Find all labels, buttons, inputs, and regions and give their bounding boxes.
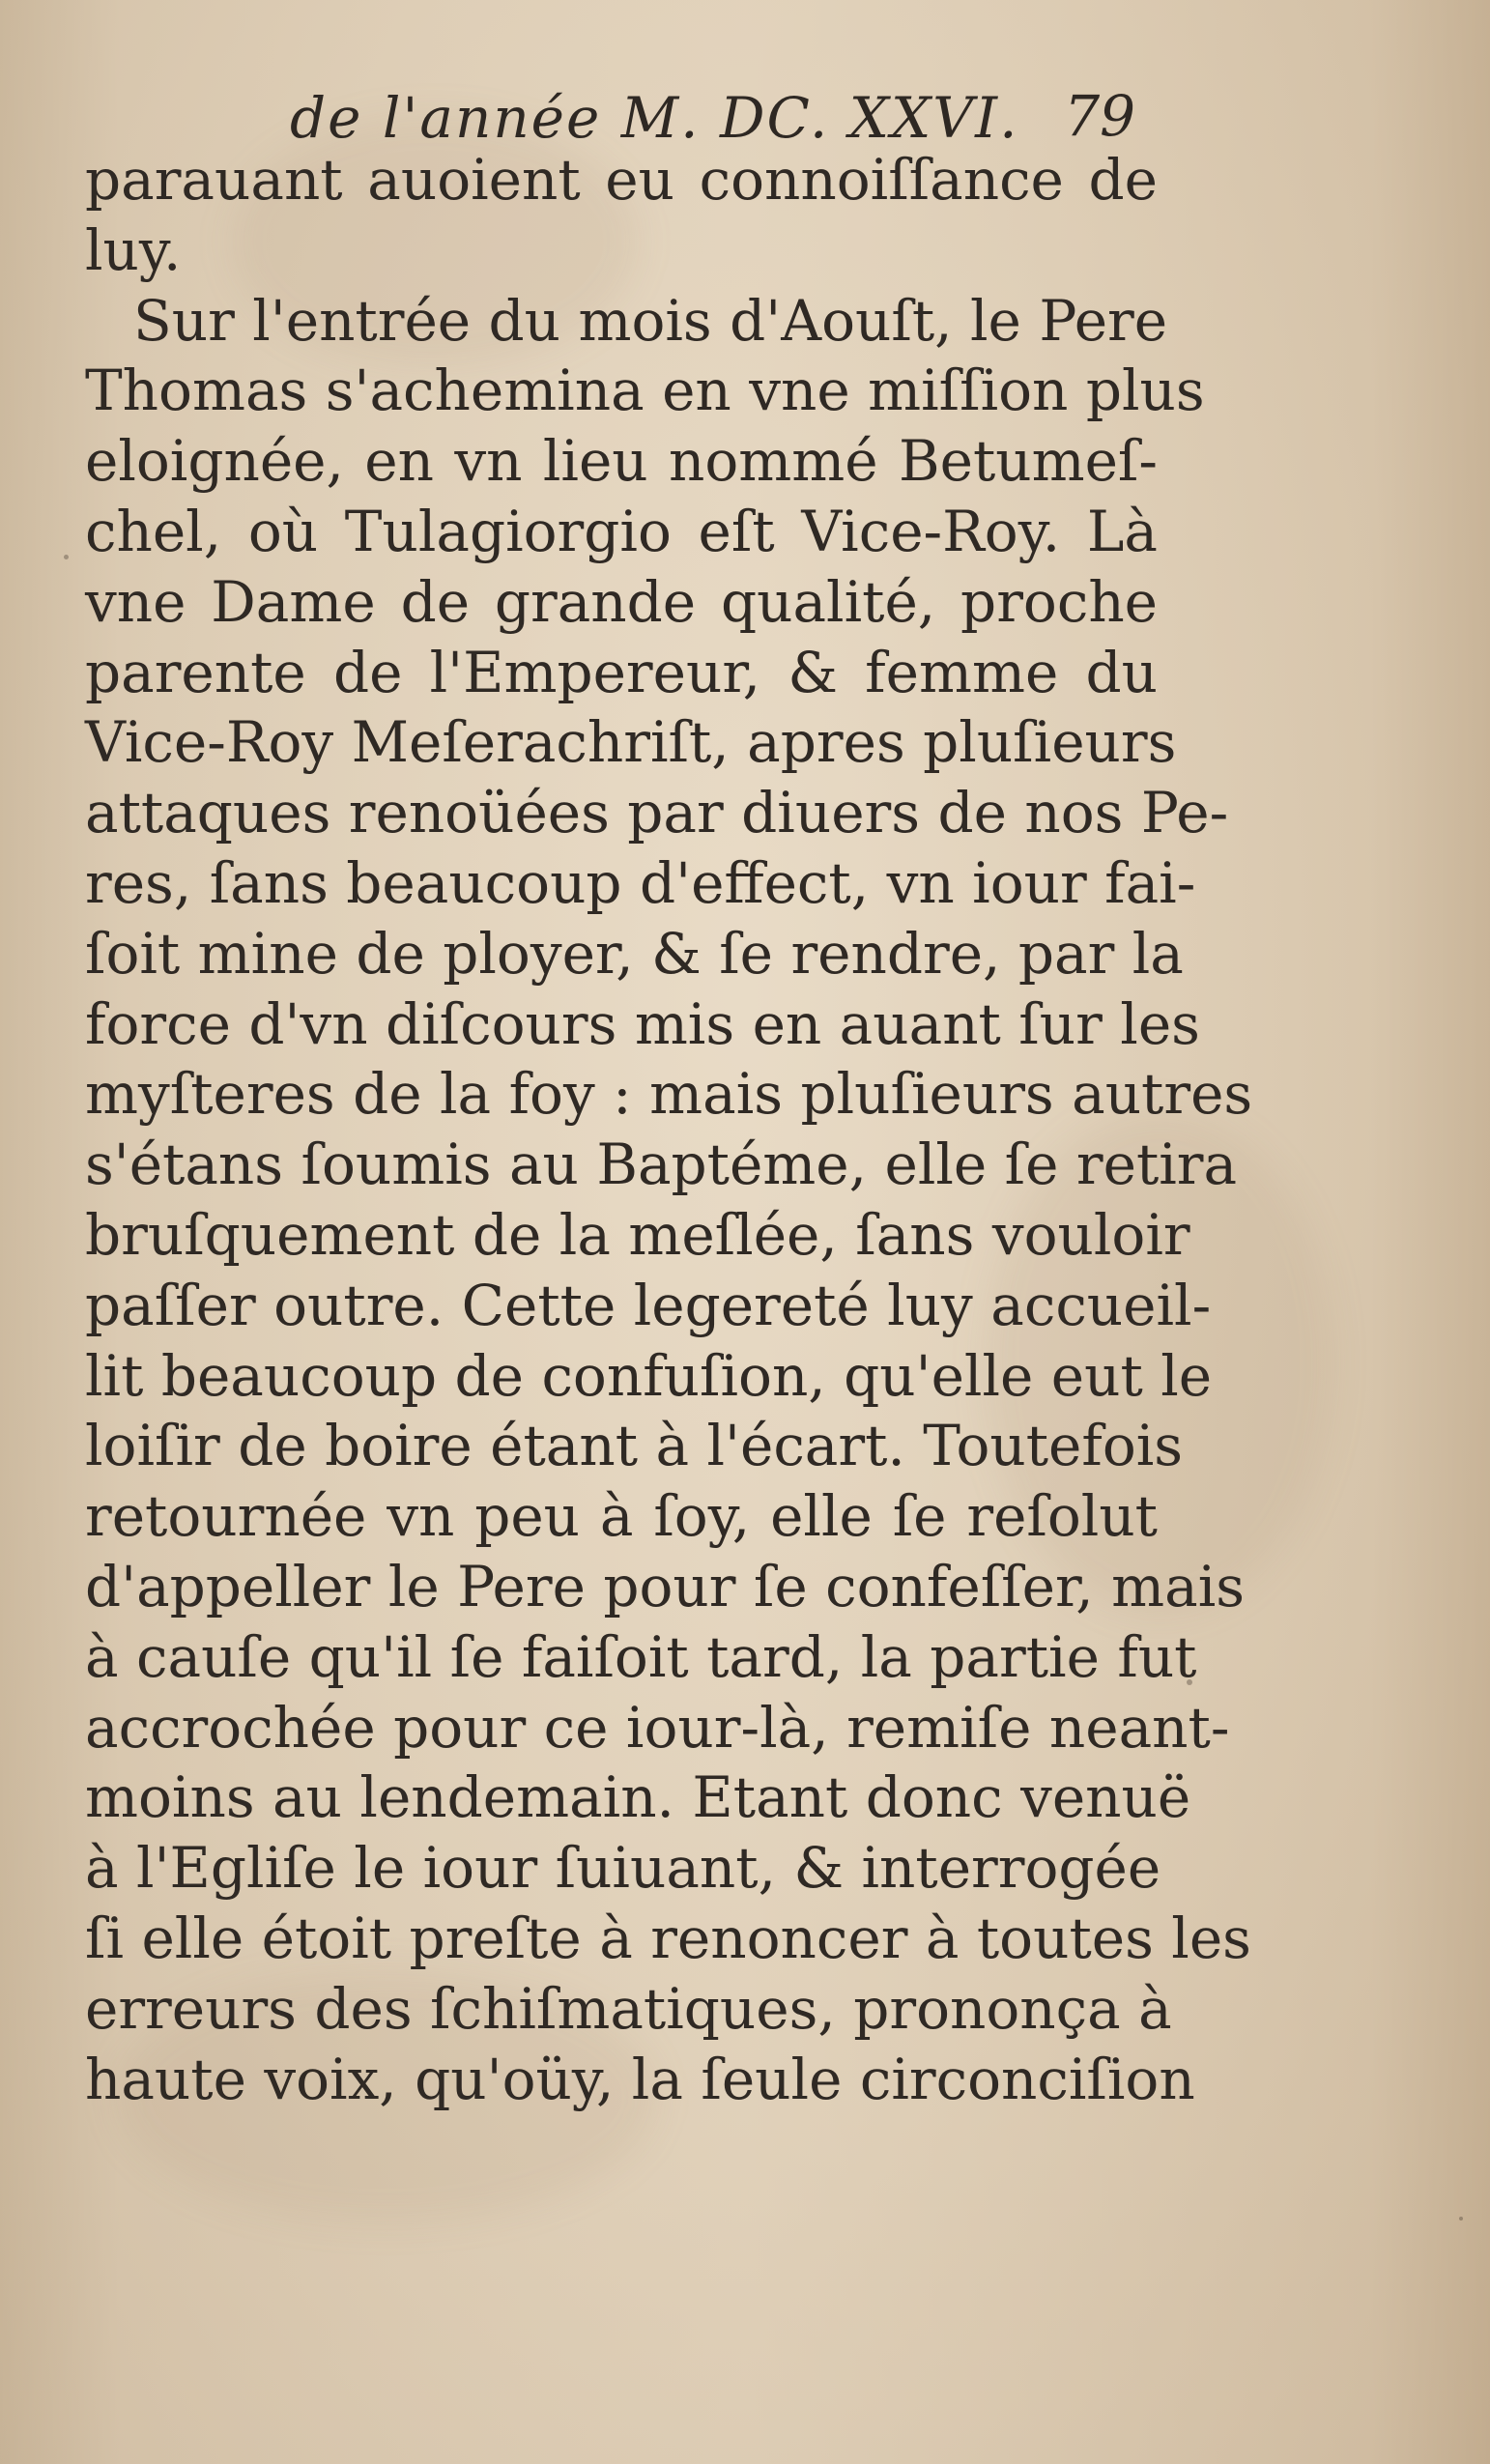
text-line: paſſer outre. Cette legereté luy accueil- xyxy=(85,1272,1212,1338)
page-number: 79 xyxy=(1064,83,1135,149)
text-line: ſoit mine de ployer, & ſe rendre, par la xyxy=(85,920,1184,987)
ink-speck xyxy=(1187,1679,1192,1685)
text-line: myſteres de la foy : mais pluſieurs autres xyxy=(85,1061,1253,1128)
text-line: à cauſe qu'il ſe faiſoit tard, la partie fut xyxy=(85,1623,1197,1690)
text-line: Sur l'entrée du mois d'Aouſt, le Pere xyxy=(133,287,1168,354)
text-line: res, ſans beaucoup d'effect, vn iour fai- xyxy=(85,849,1196,916)
text-line: s'étans ſoumis au Baptéme, elle ſe retira xyxy=(85,1132,1238,1198)
text-line: force d'vn diſcours mis en auant ſur les xyxy=(85,990,1200,1057)
text-line: erreurs des ſchiſmatiques, prononça à xyxy=(85,1975,1172,2042)
text-line: bruſquement de la meſlée, ſans vouloir xyxy=(85,1201,1190,1268)
text-line: lit beaucoup de confuſion, qu'elle eut le xyxy=(85,1342,1213,1409)
text-line: moins au lendemain. Etant donc venuë xyxy=(85,1764,1191,1831)
text-line: retournée vn peu à ſoy, elle ſe reſolut xyxy=(85,1483,1158,1550)
text-line: haute voix, qu'oüy, la ſeule circonciſion xyxy=(85,2046,1195,2112)
text-line: parente de l'Empereur, & femme du xyxy=(85,639,1158,705)
text-line: Vice-Roy Meſerachriſt, apres pluſieurs xyxy=(85,709,1177,776)
running-head: de l'année M. DC. XXVI. xyxy=(290,85,1019,151)
text-line: attaques renoüées par diuers de nos Pe- xyxy=(85,780,1229,846)
text-line: loiſir de boire étant à l'écart. Toutefois xyxy=(85,1413,1184,1479)
body-text xyxy=(85,145,1253,2114)
text-line: accrochée pour ce iour-là, remiſe neant- xyxy=(85,1694,1230,1761)
ink-speck xyxy=(64,555,69,559)
text-line: parauant auoient eu connoiſſance de xyxy=(85,147,1158,213)
text-line: vne Dame de grande qualité, proche xyxy=(85,568,1158,635)
text-line: ſi elle étoit preſte à renoncer à toutes les xyxy=(85,1905,1251,1971)
text-line: Thomas s'achemina en vne miſſion plus xyxy=(85,358,1205,424)
ink-speck xyxy=(1459,2217,1463,2220)
text-line: à l'Egliſe le iour ſuiuant, & interrogée xyxy=(85,1835,1161,1902)
text-line: luy. xyxy=(85,216,182,283)
text-line: eloignée, en vn lieu nommé Betumeſ- xyxy=(85,428,1158,495)
text-line: d'appeller le Pere pour ſe confeſſer, mais xyxy=(85,1553,1246,1619)
text-line: chel, où Tulagiorgio eſt Vice-Roy. Là xyxy=(85,498,1158,564)
